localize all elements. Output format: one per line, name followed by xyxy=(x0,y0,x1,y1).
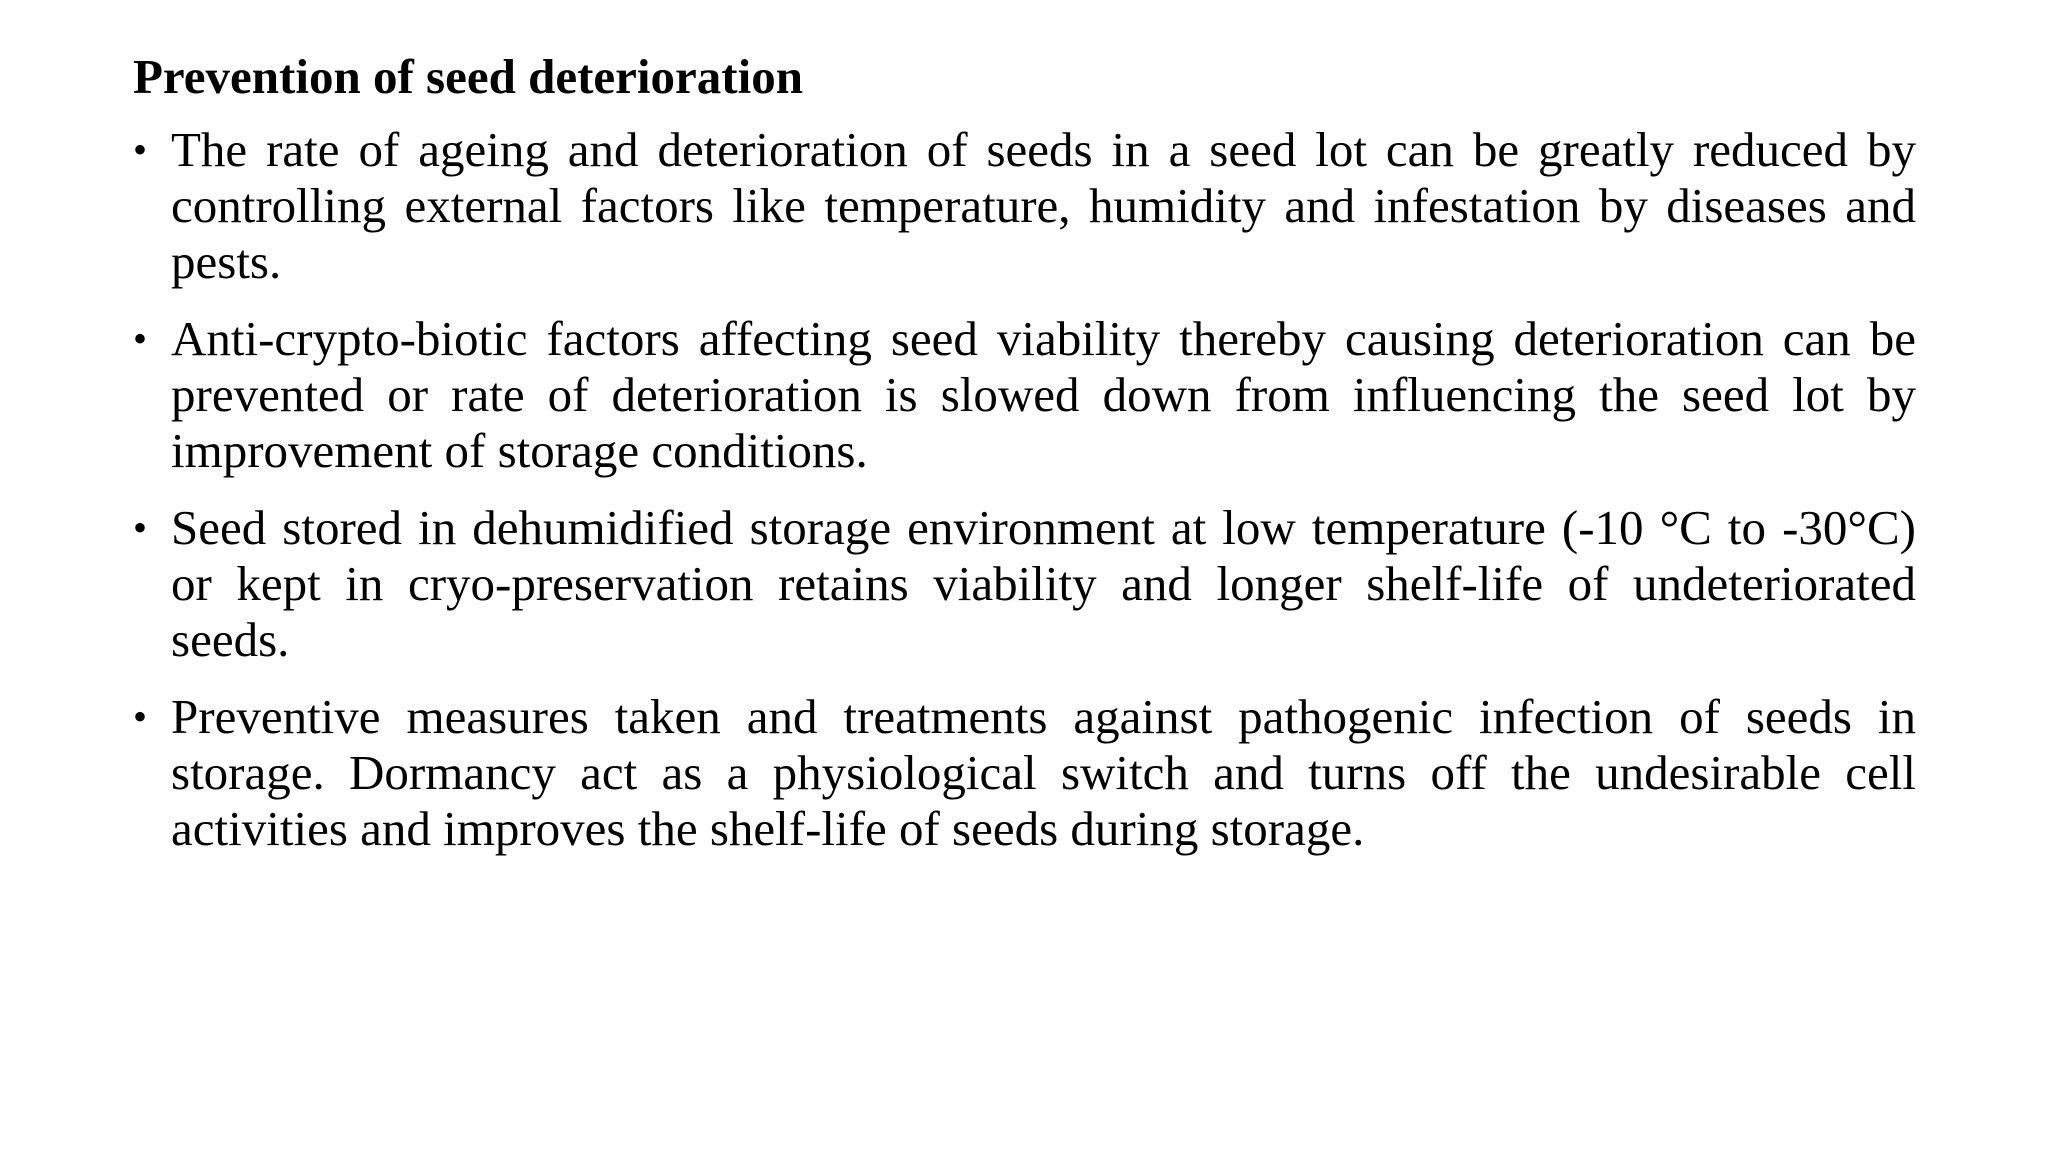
bullet-item xyxy=(133,500,1916,668)
bullet-text: Preventive measures taken and treatments against pathogenic infection of seeds in storage. Dormancy act as a physiological switch and turns off the undesirable cell activities and improves the shelf-life of seeds during storage. xyxy=(171,689,1916,856)
bullet-dot-icon: • xyxy=(133,127,148,172)
bullet-list xyxy=(133,122,1916,878)
bullet-item xyxy=(133,311,1916,479)
bullet-item xyxy=(133,122,1916,290)
slide-title: Prevention of seed deterioration xyxy=(133,49,803,104)
bullet-dot-icon: • xyxy=(133,505,148,550)
bullet-text: The rate of ageing and deterioration of seeds in a seed lot can be greatly reduced by controlling external factors like temperature, humidity and infestation by diseases and pests. xyxy=(171,122,1916,289)
bullet-text: Seed stored in dehumidified storage environment at low temperature (-10 °C to -30°C) or kept in cryo-preservation retains viability and longer shelf-life of undeteriorated seeds. xyxy=(171,500,1916,667)
bullet-item xyxy=(133,689,1916,857)
bullet-text: Anti-crypto-biotic factors affecting seed viability thereby causing deterioration can be prevented or rate of deterioration is slowed down from influencing the seed lot by improvement of storage conditions. xyxy=(171,311,1916,478)
bullet-dot-icon: • xyxy=(133,316,148,361)
bullet-dot-icon: • xyxy=(133,694,148,739)
